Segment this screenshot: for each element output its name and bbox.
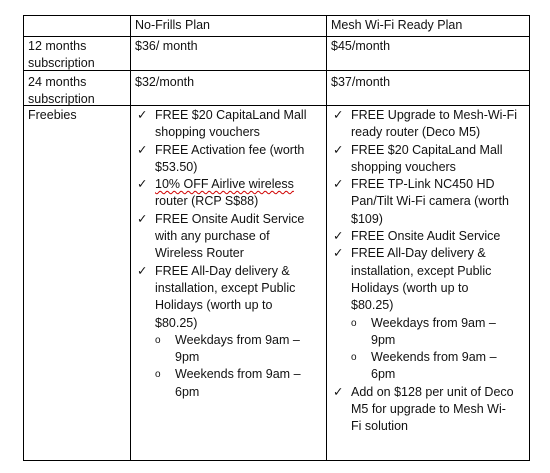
table-border-bottom xyxy=(23,460,530,461)
check-icon: ✓ xyxy=(137,142,148,157)
freebies-list xyxy=(333,107,525,315)
table-border-right xyxy=(529,15,530,461)
list-item: ✓ FREE All-Day delivery & installation, except Public Holidays (worth up to $80.25) xyxy=(333,246,492,313)
delivery-hours-list xyxy=(333,315,525,384)
price-no-frills-24-months: $32/month xyxy=(135,75,195,89)
list-item: ✓ 10% OFF Airlive wireless router (RCP S$88) xyxy=(137,177,294,209)
spellcheck-underline: 10% OFF Airlive wireless xyxy=(155,177,294,192)
list-item: o Weekends from 9am – 6pm xyxy=(155,367,301,399)
price-mesh-24-months: $37/month xyxy=(331,75,391,89)
check-icon: ✓ xyxy=(333,108,344,122)
check-icon: ✓ xyxy=(137,211,148,226)
list-item: ✓ FREE $20 CapitaLand Mall shopping vouchers xyxy=(333,142,503,174)
row-label-freebies: Freebies xyxy=(28,108,77,122)
list-item: ✓ FREE All-Day delivery & installation, except Public Holidays (worth up to $80.25) xyxy=(137,263,296,330)
check-icon: ✓ xyxy=(333,229,344,244)
list-item: o Weekends from 9am – 6pm xyxy=(351,350,497,382)
header-label: No-Frills Plan xyxy=(135,18,211,32)
list-item: o Weekdays from 9am – 9pm xyxy=(351,315,496,347)
circle-bullet-icon: o xyxy=(351,317,357,329)
list-item: ✓ FREE Upgrade to Mesh-Wi-Fi ready router (Deco M5) xyxy=(333,108,518,140)
header-label: Mesh Wi-Fi Ready Plan xyxy=(331,18,463,32)
circle-bullet-icon: o xyxy=(351,352,357,364)
check-icon: ✓ xyxy=(137,108,148,122)
list-item: ✓ FREE $20 CapitaLand Mall shopping vouchers xyxy=(137,108,307,140)
circle-bullet-icon: o xyxy=(155,369,161,381)
row-label-24-months: 24 months subscription xyxy=(28,75,95,107)
check-icon: ✓ xyxy=(333,246,344,261)
list-item: ✓ FREE Onsite Audit Service xyxy=(333,228,525,245)
freebies-list-addon xyxy=(333,384,525,436)
freebies-no-frills xyxy=(131,106,326,460)
price-mesh-12-months: $45/month xyxy=(331,39,391,53)
list-item: ✓ Add on $128 per unit of Deco M5 for upgrade to Mesh Wi- Fi solution xyxy=(333,384,514,434)
plans-table xyxy=(23,15,530,461)
check-icon: ✓ xyxy=(333,142,344,157)
list-item: o Weekdays from 9am – 9pm xyxy=(155,332,300,365)
circle-bullet-icon: o xyxy=(155,334,161,346)
check-icon: ✓ xyxy=(137,263,148,278)
list-item: ✓ FREE Activation fee (worth $53.50) xyxy=(137,142,305,174)
check-icon: ✓ xyxy=(333,384,344,399)
freebies-mesh xyxy=(327,106,529,460)
freebies-list xyxy=(137,107,322,332)
price-no-frills-12-months: $36/ month xyxy=(135,39,198,53)
row-label-12-months: 12 months subscription xyxy=(28,39,95,71)
header-cell-empty xyxy=(24,16,130,36)
check-icon: ✓ xyxy=(333,177,344,192)
header-cell-no-frills-plan xyxy=(131,16,326,36)
list-item: ✓ FREE Onsite Audit Service with any purchase of Wireless Router xyxy=(137,211,305,261)
list-item: ✓ FREE TP-Link NC450 HD Pan/Tilt Wi-Fi camera (worth $109) xyxy=(333,177,509,226)
delivery-hours-list xyxy=(137,332,322,401)
check-icon: ✓ xyxy=(137,177,148,192)
header-cell-mesh-plan xyxy=(327,16,529,36)
